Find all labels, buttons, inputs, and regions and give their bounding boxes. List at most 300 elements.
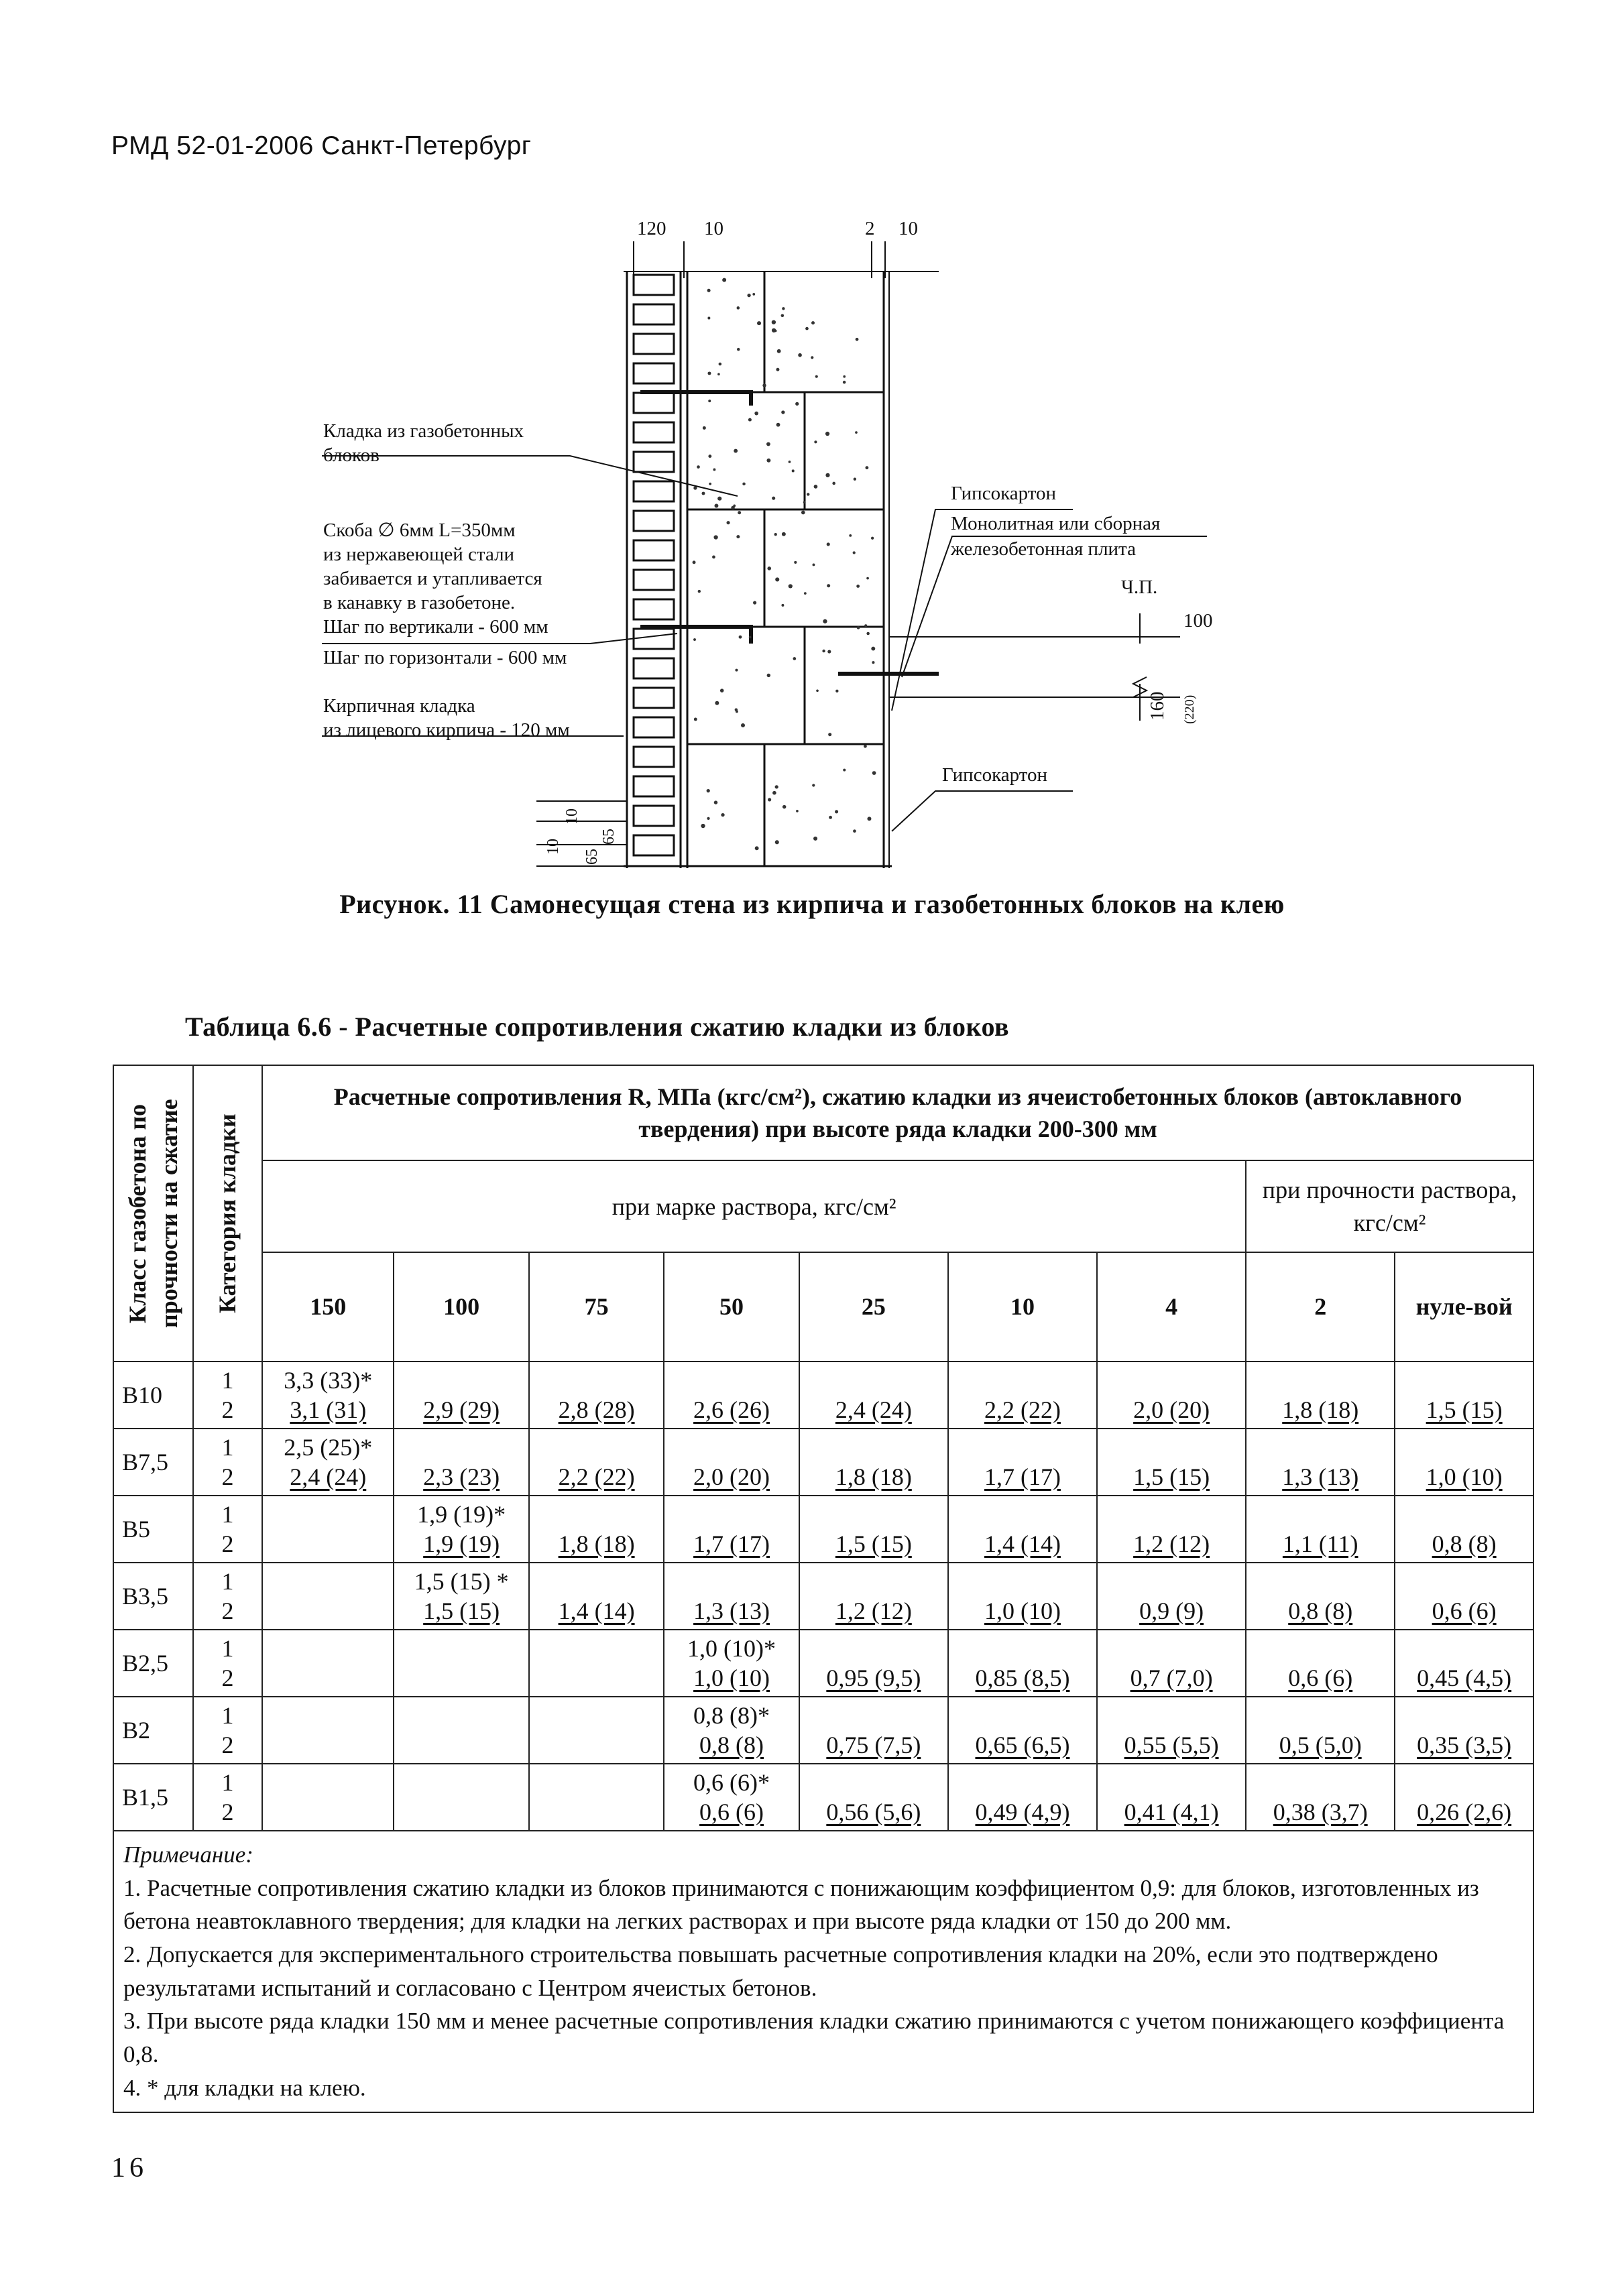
value-cell <box>529 1563 664 1630</box>
aggregate-dot <box>814 485 818 489</box>
resistance-value: 0,38 (3,7) <box>1273 1799 1368 1825</box>
spacer <box>1098 1366 1245 1395</box>
resistance-value: 0,5 (5,0) <box>1279 1732 1362 1758</box>
spacer <box>1395 1433 1533 1462</box>
aggregate-dot <box>747 294 750 297</box>
value-cell <box>262 1630 394 1697</box>
resistance-value: 1,0 (10)* <box>687 1635 776 1662</box>
resistance-value: 2,5 (25)* <box>284 1434 373 1461</box>
aggregate-dot <box>735 669 738 672</box>
aggregate-dot <box>827 542 830 546</box>
aggregate-dot <box>801 511 805 515</box>
resistance-value: 2,8 (28) <box>558 1396 635 1423</box>
aggregate-dot <box>748 418 752 422</box>
value-cell <box>529 1697 664 1764</box>
spacer <box>949 1634 1096 1663</box>
category-value: 2 <box>221 1463 234 1490</box>
value-cell <box>948 1563 1097 1630</box>
value-cell <box>664 1697 799 1764</box>
spacer <box>949 1567 1096 1596</box>
spacer <box>1098 1634 1245 1663</box>
brick <box>634 688 674 708</box>
spacer <box>1246 1701 1394 1730</box>
value-cell <box>394 1697 528 1764</box>
spacer <box>949 1768 1096 1797</box>
aggregate-dot <box>775 577 779 581</box>
aggregate-dot <box>866 632 870 636</box>
aggregate-dot <box>702 492 705 495</box>
resistance-value: 0,49 (4,9) <box>975 1799 1070 1825</box>
resistance-value: 0,55 (5,5) <box>1124 1732 1219 1758</box>
spacer <box>1395 1768 1533 1797</box>
aggregate-dot <box>856 585 860 588</box>
aggregate-dot <box>776 423 780 427</box>
value-cell <box>948 1630 1097 1697</box>
aggregate-dot <box>766 442 770 446</box>
value-cell <box>1395 1563 1533 1630</box>
resistance-value: 1,8 (18) <box>558 1530 635 1557</box>
brick <box>634 658 674 678</box>
spacer <box>800 1634 947 1663</box>
resistance-value: 1,8 (18) <box>1282 1396 1359 1423</box>
spacer <box>1098 1701 1245 1730</box>
value-cell <box>1395 1697 1533 1764</box>
category-value: 1 <box>221 1434 234 1461</box>
aggregate-dot <box>775 785 778 788</box>
brick <box>634 599 674 619</box>
header-category: Категория кладки <box>193 1065 262 1362</box>
category-value: 1 <box>221 1501 234 1528</box>
resistance-value: 1,5 (15) <box>1426 1396 1503 1423</box>
value-cell <box>664 1764 799 1831</box>
value-cell <box>529 1764 664 1831</box>
aggregate-dot <box>853 829 856 833</box>
aggregate-dot <box>871 647 875 651</box>
resistance-value: 0,95 (9,5) <box>826 1665 921 1691</box>
aggregate-dot <box>707 817 709 820</box>
resistance-value: 2,6 (26) <box>693 1396 770 1423</box>
spacer <box>530 1433 663 1462</box>
resistance-value: 0,7 (7,0) <box>1130 1665 1213 1691</box>
brick <box>634 393 674 413</box>
aggregate-dot <box>757 321 761 325</box>
category-value: 1 <box>221 1769 234 1796</box>
table-caption: Таблица 6.6 - Расчетные сопротивления сжатию кладки из блоков <box>185 1012 1010 1042</box>
aggregate-dot <box>736 535 740 538</box>
aggregate-dot <box>715 701 719 705</box>
spacer <box>1098 1500 1245 1529</box>
resistance-value: 1,7 (17) <box>693 1530 770 1557</box>
value-cell <box>394 1563 528 1630</box>
aggregate-dot <box>807 493 809 495</box>
grade-header: нуле-вой <box>1395 1252 1533 1362</box>
value-cell <box>799 1563 948 1630</box>
aggregate-dot <box>849 534 852 537</box>
label-gypsum-top: Гипсокартон <box>951 483 1057 504</box>
aggregate-dot <box>781 410 785 414</box>
aggregate-dot <box>835 810 838 813</box>
value-cell <box>262 1697 394 1764</box>
document-header: РМД 52-01-2006 Санкт-Петербург <box>111 131 532 160</box>
brick <box>634 570 674 590</box>
brick <box>634 835 674 855</box>
grade-header: 100 <box>394 1252 528 1362</box>
dim-100: 100 <box>1183 610 1213 631</box>
resistance-value: 0,41 (4,1) <box>1124 1799 1219 1825</box>
value-cell <box>1097 1764 1246 1831</box>
value-cell <box>394 1362 528 1429</box>
label-bracket-2: из нержавеющей стали <box>323 544 515 565</box>
aggregate-dot <box>767 566 771 570</box>
spacer <box>800 1701 947 1730</box>
value-cell <box>664 1429 799 1496</box>
aggregate-dot <box>707 789 710 792</box>
aggregate-dot <box>872 661 874 664</box>
aggregate-dot <box>768 798 771 801</box>
value-cell <box>1097 1630 1246 1697</box>
value-cell <box>262 1563 394 1630</box>
spacer <box>1395 1366 1533 1395</box>
grade-header: 150 <box>262 1252 394 1362</box>
dim-160: 160 <box>1147 691 1168 721</box>
brick <box>634 363 674 383</box>
resistance-value: 2,4 (24) <box>290 1463 367 1490</box>
concrete-class: В5 <box>113 1496 193 1563</box>
value-cell <box>1246 1764 1395 1831</box>
category-value: 2 <box>221 1597 234 1624</box>
value-cell <box>529 1496 664 1563</box>
brick <box>634 304 674 324</box>
spacer <box>1395 1634 1533 1663</box>
category-value: 2 <box>221 1665 234 1691</box>
aggregate-dot <box>843 769 846 772</box>
value-cell <box>1395 1362 1533 1429</box>
brick <box>634 747 674 767</box>
aggregate-dot <box>742 483 745 485</box>
aggregate-dot <box>774 533 777 536</box>
resistance-value: 0,56 (5,6) <box>826 1799 921 1825</box>
aggregate-dot <box>796 810 799 812</box>
category-value: 1 <box>221 1635 234 1662</box>
resistance-value: 0,8 (8) <box>699 1732 764 1758</box>
aggregate-dot <box>781 604 784 607</box>
resistance-value: 1,4 (14) <box>984 1530 1061 1557</box>
notes <box>113 1831 1533 2112</box>
grade-header: 75 <box>529 1252 664 1362</box>
resistance-value: 1,7 (17) <box>984 1463 1061 1490</box>
aggregate-dot <box>720 688 724 692</box>
resistance-value: 0,75 (7,5) <box>826 1732 921 1758</box>
label-bracket-3: забивается и утапливается <box>323 568 542 589</box>
header-mortar-strength: при прочности раствора, кгс/см² <box>1246 1160 1533 1252</box>
aggregate-dot <box>867 817 871 821</box>
resistance-value: 0,26 (2,6) <box>1417 1799 1512 1825</box>
note-item: 2. Допускается для экспериментального строительства повышать расчетные сопротивления кладки на 20%, если это подтверждено результатами испытаний и согласовано с Центром ячеистых бетонов. <box>123 1941 1438 2001</box>
resistance-value: 0,6 (6) <box>1432 1597 1497 1624</box>
spacer <box>949 1433 1096 1462</box>
brick <box>634 629 674 649</box>
aggregate-dot <box>782 805 786 808</box>
resistance-value: 0,6 (6)* <box>693 1769 770 1796</box>
resistance-value: 1,2 (12) <box>1133 1530 1210 1557</box>
spacer <box>1246 1433 1394 1462</box>
brick <box>634 334 674 354</box>
resistance-value: 2,9 (29) <box>423 1396 500 1423</box>
aggregate-dot <box>714 504 718 508</box>
value-cell <box>1097 1697 1246 1764</box>
spacer <box>800 1567 947 1596</box>
spacer <box>664 1433 798 1462</box>
grade-header: 4 <box>1097 1252 1246 1362</box>
spacer <box>800 1500 947 1529</box>
spacer <box>1246 1366 1394 1395</box>
value-cell <box>664 1362 799 1429</box>
spacer <box>664 1567 798 1596</box>
resistance-value: 1,0 (10) <box>1426 1463 1503 1490</box>
resistance-value: 2,0 (20) <box>693 1463 770 1490</box>
resistance-value: 0,6 (6) <box>699 1799 764 1825</box>
value-cell <box>948 1362 1097 1429</box>
category-cell <box>193 1362 262 1429</box>
spacer <box>949 1701 1096 1730</box>
value-cell <box>1395 1429 1533 1496</box>
label-brick-2: из лицевого кирпича - 120 мм <box>323 719 570 741</box>
value-cell <box>1246 1362 1395 1429</box>
aggregate-dot <box>694 718 697 721</box>
aggregate-dot <box>815 375 818 378</box>
aggregate-dot <box>717 373 720 375</box>
value-cell <box>1097 1563 1246 1630</box>
dim-bottom-65b: 65 <box>600 829 618 845</box>
brick <box>634 452 674 472</box>
resistance-value: 1,2 (12) <box>835 1597 912 1624</box>
category-cell <box>193 1429 262 1496</box>
spacer <box>1246 1567 1394 1596</box>
aggregate-dot <box>776 368 779 371</box>
label-brick: Кирпичная кладка <box>323 695 475 717</box>
aggregate-dot <box>843 375 846 378</box>
aggregate-dot <box>792 469 795 472</box>
spacer <box>1246 1768 1394 1797</box>
aggregate-dot <box>853 551 856 554</box>
aggregate-dot <box>733 504 736 507</box>
brick <box>634 540 674 560</box>
table-row <box>113 1496 1533 1563</box>
value-cell <box>1246 1563 1395 1630</box>
aggregate-dot <box>707 289 711 292</box>
aggregate-dot <box>739 636 742 639</box>
category-value: 1 <box>221 1367 234 1394</box>
aggregate-dot <box>755 846 759 850</box>
aggregate-dot <box>693 560 696 564</box>
resistance-value: 2,4 (24) <box>835 1396 912 1423</box>
resistance-value: 3,3 (33)* <box>284 1367 373 1394</box>
value-cell <box>394 1764 528 1831</box>
value-cell <box>1246 1496 1395 1563</box>
aggregate-dot <box>767 674 770 677</box>
concrete-class: В3,5 <box>113 1563 193 1630</box>
aggregate-dot <box>762 383 766 387</box>
aggregate-dot <box>722 278 726 282</box>
aggregate-dot <box>708 455 711 458</box>
table-row <box>113 1429 1533 1496</box>
dim-bottom-10b: 10 <box>563 808 581 825</box>
spacer <box>1098 1768 1245 1797</box>
resistance-value: 0,35 (3,5) <box>1417 1732 1512 1758</box>
header-class: Класс газобетона по прочности на сжатие <box>113 1065 193 1362</box>
resistance-value: 1,3 (13) <box>1282 1463 1359 1490</box>
spacer <box>664 1500 798 1529</box>
aggregate-dot <box>737 306 740 310</box>
label-bracket-6: Шаг по горизонтали - 600 мм <box>323 647 567 668</box>
label-gypsum-bottom: Гипсокартон <box>942 764 1048 786</box>
resistance-value: 1,0 (10) <box>693 1665 770 1691</box>
resistance-value: 0,65 (6,5) <box>975 1732 1070 1758</box>
category-value: 2 <box>221 1396 234 1423</box>
aggregate-dot <box>805 327 809 330</box>
category-value: 2 <box>221 1732 234 1758</box>
value-cell <box>1246 1697 1395 1764</box>
dim-10b: 10 <box>898 218 918 239</box>
concrete-class: В1,5 <box>113 1764 193 1831</box>
aggregate-dot <box>782 532 786 536</box>
value-cell <box>799 1764 948 1831</box>
resistance-value: 3,1 (31) <box>290 1396 367 1423</box>
table-row <box>113 1362 1533 1429</box>
label-slab: Монолитная или сборная <box>951 513 1161 534</box>
label-masonry-2: блоков <box>323 444 380 466</box>
spacer <box>1098 1567 1245 1596</box>
category-cell <box>193 1563 262 1630</box>
spacer <box>800 1768 947 1797</box>
label-slab-2: железобетонная плита <box>951 538 1136 560</box>
aggregate-dot <box>721 813 724 817</box>
category-cell <box>193 1764 262 1831</box>
value-cell <box>529 1429 664 1496</box>
aggregate-dot <box>828 733 831 736</box>
value-cell <box>799 1362 948 1429</box>
label-fp: Ч.П. <box>1121 577 1158 598</box>
resistance-value: 2,2 (22) <box>984 1396 1061 1423</box>
resistance-value: 2,0 (20) <box>1133 1396 1210 1423</box>
resistance-value: 1,5 (15) * <box>414 1568 509 1595</box>
spacer <box>800 1433 947 1462</box>
aggregate-dot <box>843 381 846 384</box>
brick <box>634 717 674 737</box>
resistance-value: 0,9 (9) <box>1139 1597 1204 1624</box>
wall-section-drawing <box>0 0 1624 885</box>
table-row <box>113 1630 1533 1697</box>
value-cell <box>948 1764 1097 1831</box>
concrete-class: В2,5 <box>113 1630 193 1697</box>
aggregate-dot <box>738 511 741 514</box>
aggregate-dot <box>703 426 706 430</box>
brick <box>634 806 674 826</box>
aggregate-dot <box>713 469 715 471</box>
value-cell <box>799 1496 948 1563</box>
value-cell <box>1395 1630 1533 1697</box>
value-cell <box>394 1429 528 1496</box>
label-bracket-4: в канавку в газобетоне. <box>323 592 516 613</box>
concrete-class: В2 <box>113 1697 193 1764</box>
aggregate-dot <box>726 521 730 524</box>
aggregate-dot <box>772 497 775 500</box>
spacer <box>1395 1500 1533 1529</box>
dim-bottom-65a: 65 <box>583 849 601 865</box>
resistance-value: 0,8 (8) <box>1432 1530 1497 1557</box>
aggregate-dot <box>772 791 776 795</box>
dim-220: (220) <box>1182 694 1197 724</box>
value-cell <box>948 1429 1097 1496</box>
aggregate-dot <box>857 626 860 629</box>
aggregate-dot <box>709 483 711 485</box>
aggregate-dot <box>814 440 817 443</box>
aggregate-dot <box>795 402 799 406</box>
value-cell <box>948 1697 1097 1764</box>
aggregate-dot <box>777 349 781 353</box>
brick <box>634 511 674 531</box>
spacer <box>1098 1433 1245 1462</box>
aggregate-dot <box>775 840 779 844</box>
resistance-value: 1,1 (11) <box>1282 1530 1358 1557</box>
resistance-value: 0,85 (8,5) <box>975 1665 1070 1691</box>
aggregate-dot <box>753 601 756 605</box>
spacer <box>394 1366 528 1395</box>
aggregate-dot <box>781 314 785 317</box>
resistance-value: 0,8 (8)* <box>693 1702 770 1729</box>
resistance-value: 1,5 (15) <box>835 1530 912 1557</box>
aggregate-dot <box>766 459 770 463</box>
spacer <box>949 1366 1096 1395</box>
value-cell <box>262 1429 394 1496</box>
aggregate-dot <box>864 624 867 627</box>
dim-2: 2 <box>865 218 875 239</box>
aggregate-dot <box>789 461 791 463</box>
note-item: 1. Расчетные сопротивления сжатию кладки из блоков принимаются с понижающим коэффициентом 0,9: для блоков, изготовленных из бетона неавтоклавного твердения; для кладки на легких растворах и при высоте ряда кладки от 150 до 200 мм. <box>123 1874 1479 1935</box>
label-bracket: Скоба ∅ 6мм L=350мм <box>323 520 516 541</box>
header-main: Расчетные сопротивления R, МПа (кгс/см²), сжатию кладки из ячеистобетонных блоков (автоклавного твердения) при высоте ряда кладки 200-300 мм <box>262 1065 1533 1160</box>
aggregate-dot <box>855 431 858 434</box>
resistance-value: 1,9 (19) <box>423 1530 500 1557</box>
aggregate-dot <box>772 320 776 324</box>
page-number: 16 <box>111 2153 148 2183</box>
resistance-value: 1,0 (10) <box>984 1597 1061 1624</box>
resistance-table <box>113 1065 1534 2113</box>
value-cell <box>262 1362 394 1429</box>
aggregate-dot <box>719 363 722 366</box>
aggregate-dot <box>789 584 793 588</box>
aggregate-dot <box>693 638 696 641</box>
aggregate-dot <box>772 328 776 333</box>
aggregate-dot <box>798 353 802 357</box>
value-cell <box>799 1697 948 1764</box>
resistance-value: 1,8 (18) <box>835 1463 912 1490</box>
value-cell <box>1395 1496 1533 1563</box>
aggregate-dot <box>707 371 711 375</box>
note-item: 4. * для кладки на клею. <box>123 2074 366 2101</box>
value-cell <box>1097 1429 1246 1496</box>
value-cell <box>1246 1630 1395 1697</box>
aggregate-dot <box>827 584 830 587</box>
aggregate-dot <box>793 657 796 660</box>
value-cell <box>394 1496 528 1563</box>
value-cell <box>799 1630 948 1697</box>
aggregate-dot <box>871 537 874 540</box>
category-value: 2 <box>221 1530 234 1557</box>
dim-120: 120 <box>637 218 666 239</box>
category-cell <box>193 1697 262 1764</box>
aggregate-dot <box>822 650 825 652</box>
